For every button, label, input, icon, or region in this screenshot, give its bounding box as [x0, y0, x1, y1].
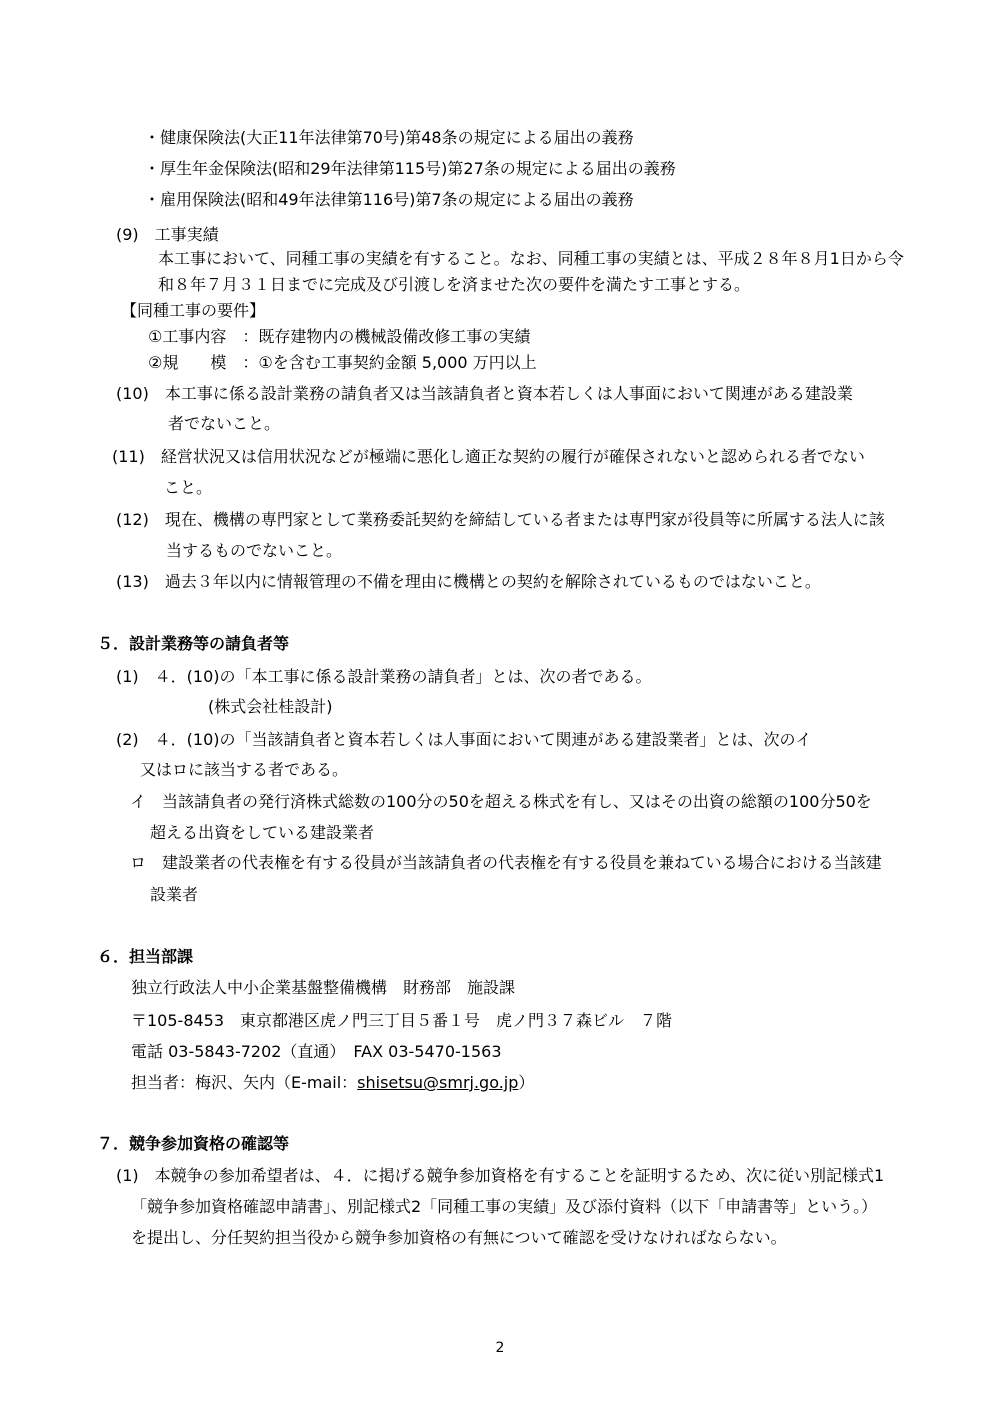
section6-heading: ６．担当部課	[97, 947, 194, 966]
item9-body: 和８年７月３１日までに完成及び引渡しを済ませた次の要件を満たす工事とする。	[158, 275, 751, 294]
section5-heading: ５．設計業務等の請負者等	[97, 634, 290, 653]
section5-designer: (株式会社桂設計)	[208, 697, 333, 716]
item10: (10) 本工事に係る設計業務の請負者又は当該請負者と資本若しくは人事面において関連がある建設業	[116, 384, 853, 403]
section5-item2-cont: 又はロに該当する者である。	[140, 760, 349, 779]
section6-phone: 電話 03-5843-7202（直通） FAX 03-5470-1563	[131, 1042, 502, 1061]
item9-req: ②規 模 ：①を含む工事契約金額 5,000 万円以上	[148, 353, 537, 372]
section5-sub-i-cont: 超える出資をしている建設業者	[150, 823, 375, 842]
contact-suffix: ）	[518, 1073, 535, 1092]
section6-address: 〒105-8453 東京都港区虎ノ門三丁目５番１号 虎ノ門３７森ビル ７階	[131, 1011, 673, 1030]
section5-sub-i: イ 当該請負者の発行済株式総数の100分の50を超える株式を有し、又はその出資の総額の100分50を	[130, 792, 872, 811]
section5-item2: (2) ４．(10)の「当該請負者と資本若しくは人事面において関連がある建設業者」とは、次のイ	[116, 730, 812, 749]
obligation-line: ・雇用保険法(昭和49年法律第116号)第7条の規定による届出の義務	[144, 190, 634, 209]
section7-item1: (1) 本競争の参加希望者は、４．に掲げる競争参加資格を有することを証明するため、次に従い別記様式1	[116, 1166, 885, 1185]
contact-prefix: 担当者：梅沢、矢内（E-mail：	[131, 1073, 358, 1092]
section7-item1-cont: 「競争参加資格確認申請書」、別記様式2「同種工事の実績」及び添付資料（以下「申請書等」という。）	[131, 1197, 878, 1216]
item12: (12) 現在、機構の専門家として業務委託契約を締結している者または専門家が役員等に所属する法人に該	[116, 510, 885, 529]
item10-cont: 者でないこと。	[168, 414, 281, 433]
obligation-line: ・健康保険法(大正11年法律第70号)第48条の規定による届出の義務	[144, 128, 634, 147]
section5-sub-ro: ロ 建設業者の代表権を有する役員が当該請負者の代表権を有する役員を兼ねている場合における当該建	[130, 853, 882, 872]
email-link[interactable]: shisetsu@smrj.go.jp	[357, 1073, 519, 1092]
obligation-line: ・厚生年金保険法(昭和29年法律第115号)第27条の規定による届出の義務	[144, 159, 676, 178]
item9-req: ①工事内容 ：既存建物内の機械設備改修工事の実績	[148, 327, 531, 346]
section5-item1: (1) ４．(10)の「本工事に係る設計業務の請負者」とは、次の者である。	[116, 667, 652, 686]
section7-heading: ７．競争参加資格の確認等	[97, 1134, 290, 1153]
item9-req-heading: 【同種工事の要件】	[121, 301, 266, 320]
section5-sub-ro-cont: 設業者	[150, 885, 199, 904]
item11: (11) 経営状況又は信用状況などが極端に悪化し適正な契約の履行が確保されないと認められる者でない	[112, 447, 865, 466]
section7-item1-cont: を提出し、分任契約担当役から競争参加資格の有無について確認を受けなければならない。	[131, 1228, 787, 1247]
section6-contact	[131, 1072, 534, 1094]
item11-cont: こと。	[164, 478, 213, 497]
item9-body: 本工事において、同種工事の実績を有すること。なお、同種工事の実績とは、平成２８年８月1日から令	[158, 249, 904, 268]
item13: (13) 過去３年以内に情報管理の不備を理由に機構との契約を解除されているものではないこと。	[116, 572, 821, 591]
item9-heading: (9) 工事実績	[116, 225, 219, 244]
section6-org: 独立行政法人中小企業基盤整備機構 財務部 施設課	[131, 978, 516, 997]
page-number: 2	[495, 1340, 505, 1356]
item12-cont: 当するものでないこと。	[166, 541, 343, 560]
